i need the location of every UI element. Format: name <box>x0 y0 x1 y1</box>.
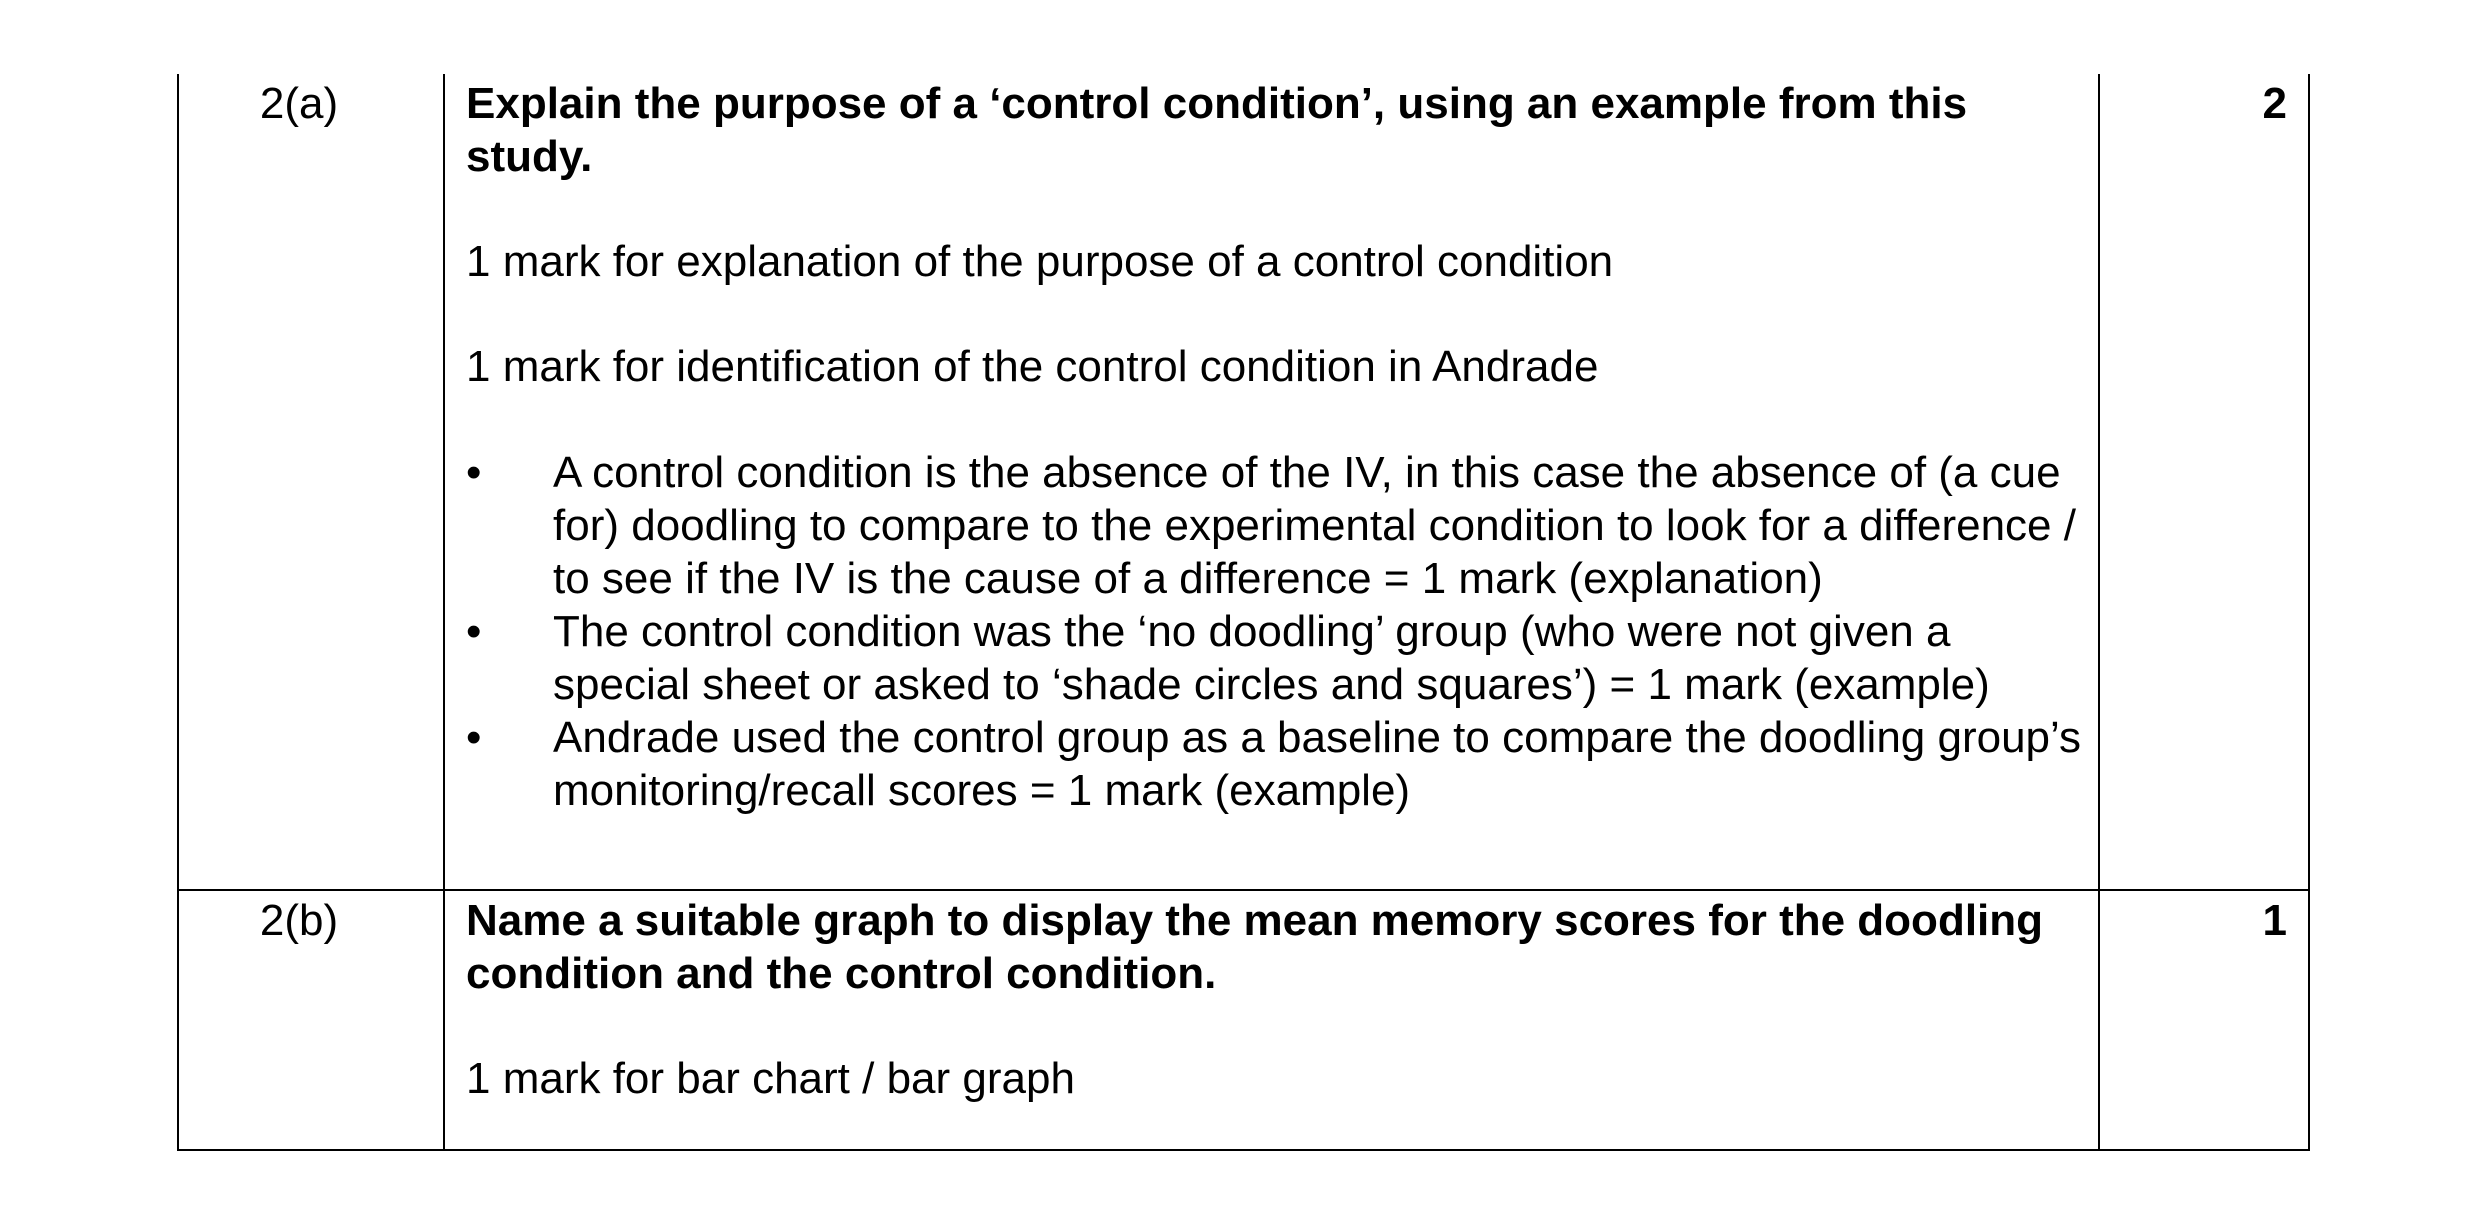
answer-cell <box>444 890 2099 1150</box>
question-number-cell <box>178 74 444 890</box>
question-text: Explain the purpose of a ‘control condition’, using an example from this study. <box>466 79 1968 181</box>
mark-guidance: 1 mark for identification of the control condition in Andrade <box>466 342 1599 391</box>
list-item-text: Andrade used the control group as a baseline to compare the doodling group’s monitoring/recall scores = 1 mark (example) <box>553 713 2082 815</box>
mark-scheme-table <box>177 74 2310 1151</box>
list-item <box>466 446 2088 605</box>
indicative-content-list <box>466 446 2088 817</box>
mark-guidance: 1 mark for bar chart / bar graph <box>466 1054 1075 1103</box>
question-text: Name a suitable graph to display the mean memory scores for the doodling condition and the control condition. <box>466 896 2044 998</box>
mark-guidance: 1 mark for explanation of the purpose of a control condition <box>466 237 1614 286</box>
marks-value: 2 <box>2262 79 2287 128</box>
list-item <box>466 711 2088 817</box>
question-number-cell <box>178 890 444 1150</box>
marks-cell <box>2099 74 2309 890</box>
table-row <box>178 74 2309 890</box>
bullet-icon: • <box>466 607 482 656</box>
list-item <box>466 605 2088 711</box>
table-row <box>178 890 2309 1150</box>
marks-cell <box>2099 890 2309 1150</box>
question-number: 2(b) <box>259 896 339 945</box>
marks-value: 1 <box>2262 896 2287 945</box>
answer-cell <box>444 74 2099 890</box>
question-number: 2(a) <box>259 79 339 128</box>
bullet-icon: • <box>466 448 482 497</box>
list-item-text: The control condition was the ‘no doodling’ group (who were not given a special sheet or asked to ‘shade circles and squares’) = 1 mark (example) <box>553 607 1990 709</box>
bullet-icon: • <box>466 713 482 762</box>
list-item-text: A control condition is the absence of the IV, in this case the absence of (a cue for) doodling to compare to the experimental condition to look for a difference / to see if the IV is the cause of a difference = 1 mark (explanation) <box>553 448 2076 603</box>
